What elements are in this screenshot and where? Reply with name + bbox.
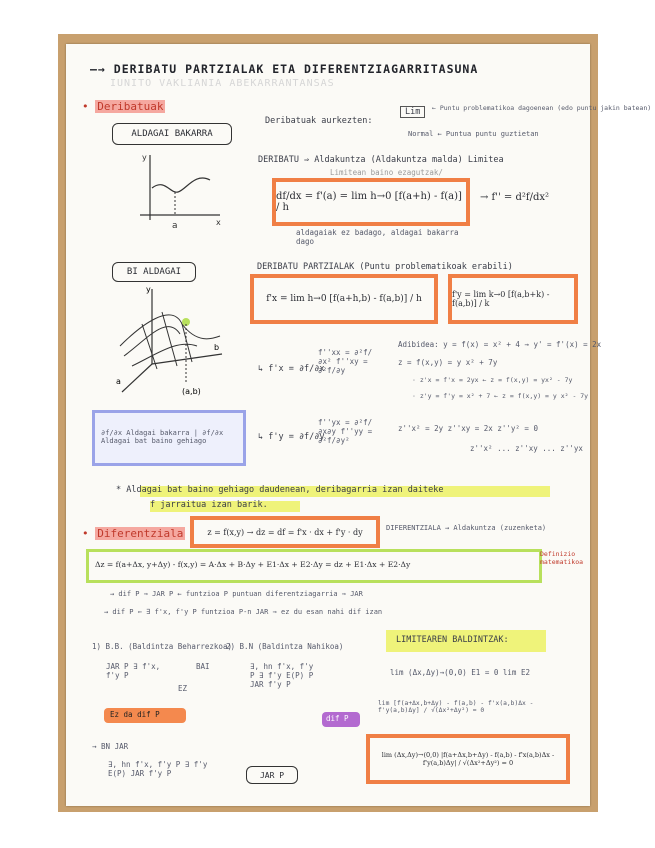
example-1: z = f(x,y) = y x² + 7y	[398, 358, 498, 367]
derivative-formula-box: df/dx = f'(a) = lim h→0 [f(a+h) - f(a)] / h	[272, 178, 470, 226]
purple-notation-box: ∂f/∂x Aldagai bakarra | ∂f/∂x Aldagai bat baino gehiago	[92, 410, 246, 466]
differential-right: DIFERENTZIALA → Aldakuntza (zuzenketa)	[386, 524, 547, 532]
def-lim-note: ← Puntu problematikoa dagoenean (edo puntu jakin batean)	[432, 104, 652, 112]
bb1-ez: EZ	[178, 684, 188, 693]
def-line1-sub: Limitean baino ezagutzak/	[330, 168, 443, 177]
star-note-2: f jarraitua izan barik.	[150, 500, 268, 510]
partial-fy-box: f'y = lim k→0 [f(a,b+k) - f(a,b)] / k	[448, 274, 578, 324]
ez-da-dif-text: Ez da dif P	[110, 710, 160, 719]
diff-line-2: → dif P ⇐ ∃ f'x, f'y P funtzioa P-n JAR ⇒ ez du esan nahi dif izan	[104, 608, 383, 616]
limit-title: LIMITEAREN BALDINTZAK:	[396, 635, 509, 645]
section-diferentziala: • Diferentziala	[82, 527, 184, 540]
partial-fx-sub: f''xx = ∂²f/∂x² f''xy = ∂²f/∂y	[318, 348, 373, 375]
bb1-title: 1) B.B. (Baldintza Beharrezkoa)	[92, 642, 232, 651]
bb2-title: 2) B.N (Baldintza Nahikoa)	[226, 642, 344, 651]
box-two-variables: BI ALDAGAI	[112, 262, 196, 282]
second-derivative: → f'' = d²f/dx²	[480, 192, 550, 203]
example-4: z''x² = 2y z''xy = 2x z''y² = 0	[398, 424, 538, 433]
partial-fy-sub: f''yx = ∂²f/∂x∂y f''yy = ∂²f/∂y²	[318, 418, 373, 445]
def-normal: Normal ← Puntua puntu guztietan	[408, 130, 539, 138]
svg-text:(a,b): (a,b)	[182, 387, 201, 396]
title-ghost: IUNITO VAKLIANIA ABEKARRANTANSAS	[110, 78, 335, 89]
example-5: z''x² ... z''xy ... z''yx	[470, 444, 583, 453]
svg-text:b: b	[214, 343, 220, 352]
section-deribatuak: • Deribatuak	[82, 100, 164, 113]
partial-fy-line: ↳ f'y = ∂f/∂y	[258, 432, 325, 442]
partial-header: DERIBATU PARTZIALAK (Puntu problematikoak erabili)	[257, 262, 513, 272]
svg-text:x: x	[216, 218, 221, 227]
example-title: Adibidea: y = f(x) = x² + 4 → y' = f'(x) = 2x	[398, 340, 602, 349]
def-lim: Lim	[400, 106, 425, 118]
bn-jar-title: → BN JAR	[92, 742, 129, 751]
diff-line-1: → dif P ⇒ JAR P ← funtzioa P puntuan diferentziagarria ⇒ JAR	[110, 590, 363, 598]
example-2: · z'x = f'x = 2yx ← z = f(x,y) = yx² - 7y	[412, 376, 573, 384]
bottom-limit-box: lim (Δx,Δy)→(0,0) |f(a+Δx,b+Δy) - f(a,b) - f'x(a,b)Δx - f'y(a,b)Δy| / √(Δx²+Δy²) = 0	[366, 734, 570, 784]
bb1-body: JAR P ∃ f'x, f'y P	[106, 662, 161, 680]
jar-p-box: JAR P	[246, 766, 298, 784]
two-variable-surface	[102, 284, 232, 402]
differential-box: z = f(x,y) → dz = df = f'x · dx + f'y · dy	[190, 516, 380, 548]
svg-text:y: y	[146, 285, 151, 294]
partial-fx-box: f'x = lim h→0 [f(a+h,b) - f(a,b)] / h	[250, 274, 438, 324]
def-intro: Deribatuak aurkezten:	[265, 116, 373, 126]
bai-label: BAI	[196, 662, 210, 671]
example-3: · z'y = f'y = x² + 7 ← z = f(x,y) = y x² - 7y	[412, 392, 589, 400]
bn-jar-lines: ∃, hn f'x, f'y P ∃ f'y E(P) JAR f'y P	[108, 760, 208, 778]
green-definition-box: Δz = f(a+Δx, y+Δy) - f(x,y) = A·Δx + B·Δy + E1·Δx + E2·Δy = dz + E1·Δx + E2·Δy	[86, 549, 542, 583]
partial-fx-line: ↳ f'x = ∂f/∂x	[258, 364, 325, 374]
limit-line-2: lim [f(a+Δx,b+Δy) - f(a,b) - f'x(a,b)Δx - f'y(a,b)Δy] / √(Δx²+Δy²) = 0	[378, 700, 534, 714]
single-variable-graph	[130, 150, 230, 232]
green-note: Definizio matematikoa	[540, 550, 584, 566]
box-single-variable: ALDAGAI BAKARRA	[112, 123, 232, 145]
star-note: * Aldagai bat baino gehiago daudenean, deribagarria izan daiteke	[116, 485, 444, 495]
svg-text:a: a	[116, 377, 121, 386]
def-line1: DERIBATU ⇒ Aldakuntza (Aldakuntza malda) Limitea	[258, 155, 504, 165]
bb2-body: ∃, hn f'x, f'y P ∃ f'y E(P) P JAR f'y P	[250, 662, 314, 689]
svg-text:a: a	[172, 221, 178, 231]
limit-line-1: lim (Δx,Δy)→(0,0) E1 = 0 lim E2	[390, 668, 530, 677]
def-note: aldagaiak ez badago, aldagai bakarra dago	[296, 228, 459, 246]
svg-text:y: y	[142, 153, 147, 162]
dif-p-text: dif P	[326, 714, 349, 723]
page-title: —→ DERIBATU PARTZIALAK ETA DIFERENTZIAGARRITASUNA	[90, 62, 479, 76]
